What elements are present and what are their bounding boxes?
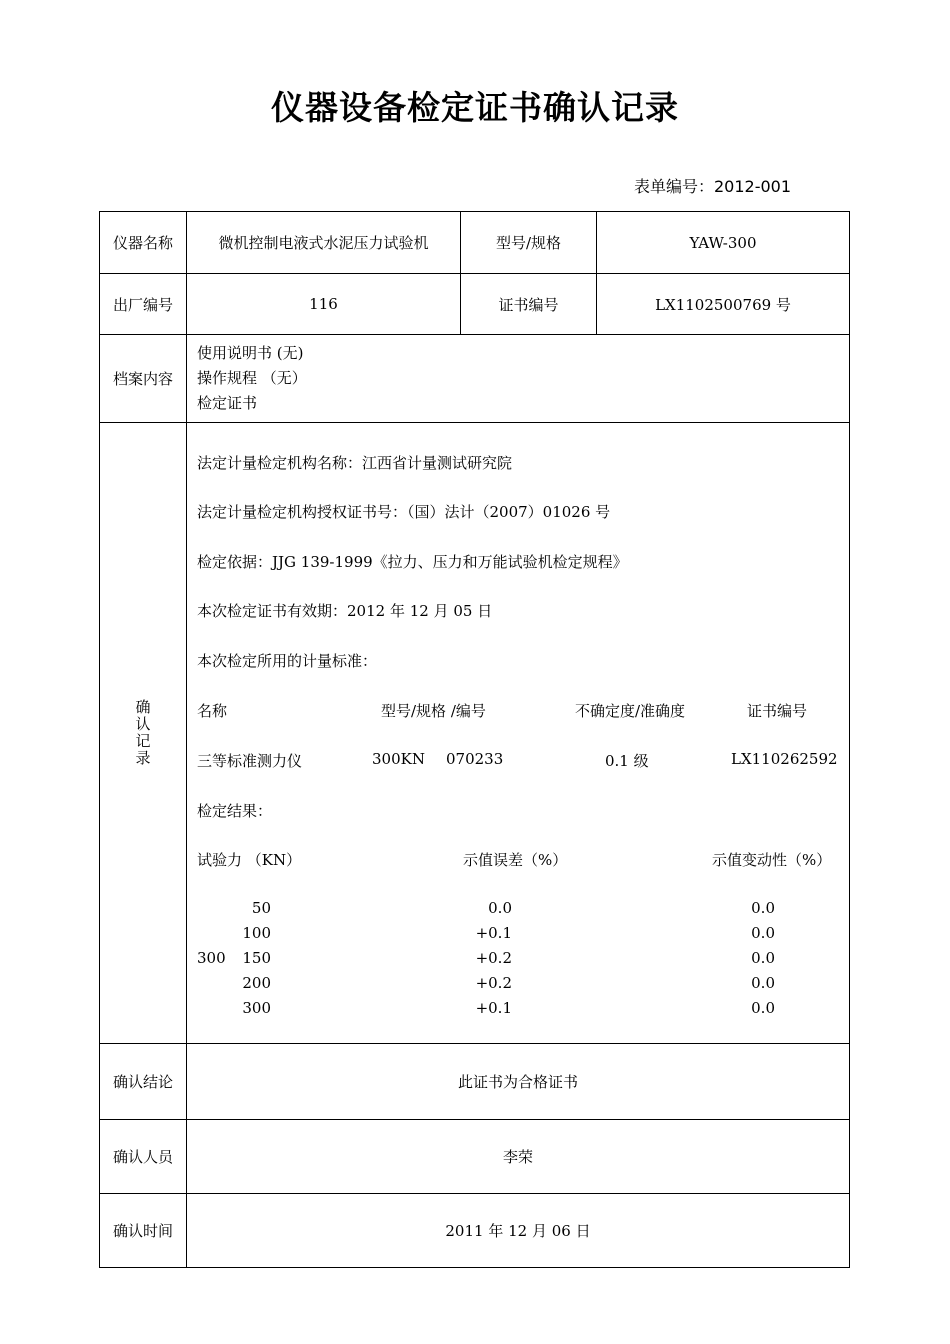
row-person [100, 1120, 850, 1194]
archive-item: 检定证书 [197, 394, 258, 412]
result-header-force: 试验力 （KN） [197, 851, 302, 869]
certificate-table [99, 211, 850, 1268]
result-force: 150 [242, 949, 271, 967]
person-label: 确认人员 [100, 1120, 187, 1194]
result-header-variation: 示值变动性（%） [712, 851, 832, 869]
instrument-name-value: 微机控制电液式水泥压力试验机 [187, 212, 461, 274]
result-error: +0.1 [475, 999, 512, 1017]
result-error: +0.2 [475, 949, 512, 967]
range-value: 300 [197, 949, 226, 967]
result-variation: 0.0 [751, 999, 775, 1017]
basis: 检定依据：JJG 139-1999《拉力、压力和万能试验机检定规程》 [197, 553, 628, 571]
result-error: 0.0 [488, 899, 512, 917]
record-label [100, 423, 187, 1044]
result-force: 300 [242, 999, 271, 1017]
archive-label: 档案内容 [100, 335, 187, 423]
archive-item: 使用说明书 (无) [197, 344, 304, 362]
std-header-accuracy: 不确定度/准确度 [575, 702, 686, 720]
page-title: 仪器设备检定证书确认记录 [271, 88, 679, 127]
result-force: 50 [251, 899, 271, 917]
record-label-char: 认 [135, 715, 151, 733]
result-variation: 0.0 [751, 949, 775, 967]
row-archive [100, 335, 850, 423]
result-variation: 0.0 [751, 924, 775, 942]
validity: 本次检定证书有效期：2012 年 12 月 05 日 [197, 602, 493, 620]
std-header-cert: 证书编号 [747, 702, 808, 720]
std-model: 300KN [372, 750, 425, 768]
result-error: +0.1 [475, 924, 512, 942]
std-name: 三等标准测力仪 [197, 752, 303, 770]
instrument-name-label: 仪器名称 [100, 212, 187, 274]
result-force: 100 [242, 924, 271, 942]
row-instrument [100, 212, 850, 274]
result-force: 200 [242, 974, 271, 992]
conclusion-value: 此证书为合格证书 [187, 1044, 850, 1120]
std-cert: LX110262592 [731, 750, 838, 768]
factory-no-value: 116 [187, 274, 461, 335]
result-header-error: 示值误差（%） [463, 851, 568, 869]
record-label-char: 录 [135, 749, 151, 767]
std-header-model: 型号/规格 /编号 [381, 702, 486, 720]
person-value: 李荣 [187, 1120, 850, 1194]
archive-item: 操作规程 （无） [197, 369, 307, 387]
cert-no-label: 证书编号 [461, 274, 597, 335]
row-conclusion [100, 1044, 850, 1120]
result-variation: 0.0 [751, 899, 775, 917]
standards-intro: 本次检定所用的计量标准： [197, 652, 378, 670]
form-number: 表单编号：2012-001 [634, 177, 792, 196]
archive-content [187, 335, 850, 423]
model-value: YAW-300 [597, 212, 850, 274]
row-record [100, 423, 850, 1044]
row-factory [100, 274, 850, 335]
auth-cert: 法定计量检定机构授权证书号：（国）法计（2007）01026 号 [197, 503, 611, 521]
time-label: 确认时间 [100, 1194, 187, 1268]
result-variation: 0.0 [751, 974, 775, 992]
org-name: 法定计量检定机构名称：江西省计量测试研究院 [197, 454, 513, 472]
record-label-char: 确 [135, 698, 151, 716]
factory-no-label: 出厂编号 [100, 274, 187, 335]
result-intro: 检定结果： [197, 802, 273, 820]
row-time [100, 1194, 850, 1268]
record-label-char: 记 [135, 732, 151, 750]
model-label: 型号/规格 [461, 212, 597, 274]
std-number: 070233 [446, 750, 504, 768]
std-header-name: 名称 [197, 702, 228, 720]
conclusion-label: 确认结论 [100, 1044, 187, 1120]
time-value: 2011 年 12 月 06 日 [187, 1194, 850, 1268]
std-accuracy: 0.1 级 [605, 752, 649, 770]
cert-no-value: LX1102500769 号 [597, 274, 850, 335]
result-error: +0.2 [475, 974, 512, 992]
record-content [187, 423, 850, 1044]
